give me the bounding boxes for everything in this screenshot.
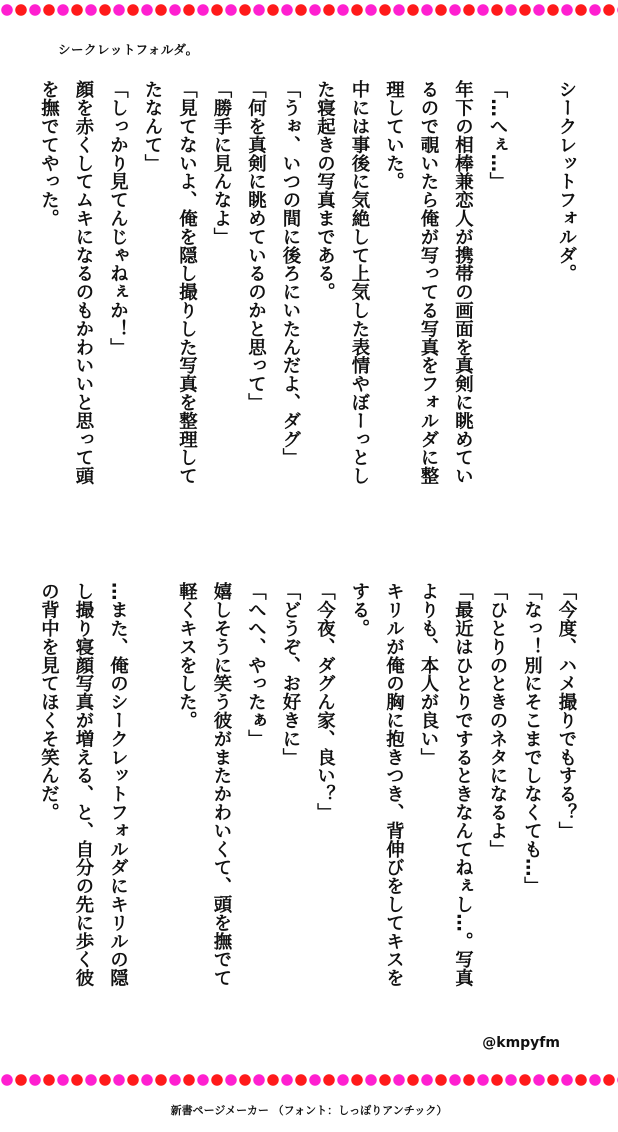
story-text-lower: 「今度、ハメ撮りでもする？」 「なっ！別にそこまでしなくても…」 「ひとりのときのネタになるよ」 「最近はひとりでするときなんてねぇし…。写真 よりも、本人が良い」 キリルが俺の胸に抱きつき、背伸びをしてキスを する。 「今夜、ダグん家、良い？」 「どうぞ、お好きに」 「へへ、やったぁ」 嬉しそうに笑う彼がまたかわいくて、頭を撫でて 軽くキスをした。 …また、俺のシークレットフォルダにキリルの隠 し撮り寝顔写真が増える、と、自分の先に歩く彼 の背中を見てほくそ笑んだ。 bbox=[38, 582, 577, 987]
page-header-title: シークレットフォルダ。 bbox=[58, 42, 199, 57]
story-text-upper: シークレットフォルダ。 「…へぇ…」 年下の相棒兼恋人が携帯の画面を真剣に眺めてい るので覗いたら俺が写ってる写真をフォルダに整 理していた。 中には事後に気絶して上気した表情やぼーっとし た寝起きの写真まである。 「うぉ、いつの間に後ろにいたんだよ、ダグ」 「何を真剣に眺めているのかと思って」 「勝手に見んなよ」 「見てないよ、俺を隠し撮りした写真を整理して たなんて」 「しっかり見てんじゃねぇか！」 顔を赤くしてムキになるのもかわいいと思って頭 を撫でてやった。 bbox=[38, 80, 577, 485]
author-handle: @kmpyfm bbox=[482, 1035, 560, 1051]
top-dot-border bbox=[0, 3, 618, 17]
generator-credit: 新書ページメーカー （フォント：しっぽりアンチック） bbox=[170, 1104, 448, 1117]
bottom-dot-border bbox=[0, 1073, 618, 1087]
